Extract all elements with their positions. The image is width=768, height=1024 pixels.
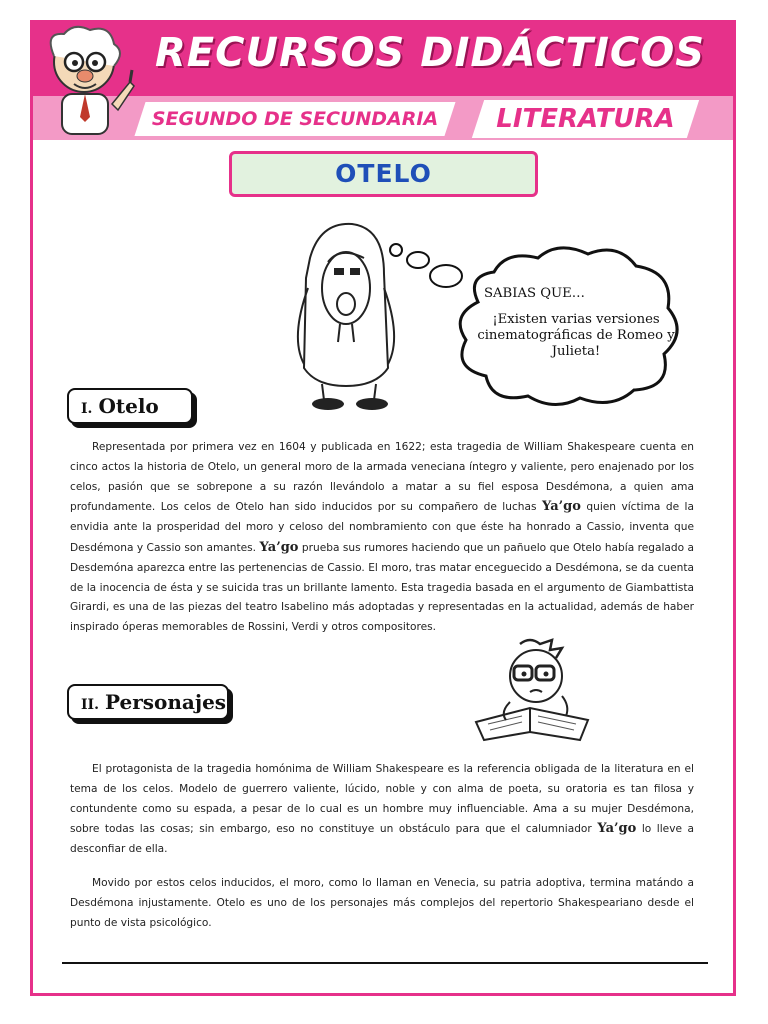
grade-label	[134, 102, 455, 136]
section-heading-personajes	[67, 684, 229, 720]
section-title: Otelo	[98, 394, 159, 418]
section-heading-otelo	[67, 388, 193, 424]
yago-name: Ya’go	[541, 499, 581, 515]
banner-title: RECURSOS DIDÁCTICOS	[154, 30, 705, 76]
paragraph-personajes-1	[70, 760, 694, 860]
paragraph-text: lo lleve a desconfiar de ella.	[70, 823, 695, 856]
paragraph-otelo	[70, 438, 694, 638]
paragraph-text: quien víctima de la envidia ante la prosperidad del moro y celoso del nombramiento con que éste ha honrado a Cassio, inventa que Desdémona y Cassio son amantes.	[70, 501, 694, 554]
bubble-text	[476, 286, 676, 360]
paragraph-text: Movido por estos celos inducidos, el moro, como lo llaman en Venecia, su patria adoptiva, termina matándo a Desdémona injustamente. Otelo es uno de los personajes más complejos del repertorio Shakespeariano desde el punto de vista psicológico.	[70, 877, 694, 929]
subject-label	[472, 100, 699, 138]
paragraph-text: El protagonista de la tragedia homónima de William Shakespeare es la referencia obligada de la literatura en el tema de los celos. Modelo de guerrero valiente, lúcido, noble y con alma de poeta, su oratoria es tan filosa y contundente como su espada, a pesar de lo cual es un hombre muy influenciable. Ama a su mujer Desdémona, sobre todas las cosas; sin embargo, eso no constituye un obstáculo para que el calumniador	[70, 763, 694, 836]
page-title: OTELO	[229, 151, 538, 197]
subject-text: LITERATURA	[496, 104, 675, 134]
paragraph-text: prueba sus rumores haciendo que un pañuelo que Otelo había regalado a Desdemóna aparezca entre las pertenencias de Cassio. El moro, tras matar enceguecido a Desdémona, se da cuenta de la inocencia de ésta y se suicida tras un brillante lamento. Esta tragedia basada en el argumento de Giambattista Girardi, es una de las piezas del teatro Isabelino más adoptadas y representadas en la actualidad, además de haber inspirado óperas memorables de Rossini, Verdi y otros compositores.	[70, 541, 695, 634]
reading-boy-illustration	[470, 636, 594, 748]
yago-name: Ya’go	[259, 539, 299, 555]
paragraph-personajes-2	[70, 874, 694, 933]
yago-name: Ya’go	[597, 821, 637, 837]
paragraph-text: Representada por primera vez en 1604 y publicada en 1622; esta tragedia de William Shakespeare cuenta en cinco actos la historia de Otelo, un general moro de la armada veneciana íntegro y valiente, pero enajenado por los celos, pasión que se sobrepone a su razón llevándolo a matar a su fiel esposa Desdémona, a quien ama profundamente. Los celos de Otelo han sido inducidos por su compañero de luchas	[70, 441, 694, 514]
bubble-body: ¡Existen varias versiones cinematográficas de Romeo y Julieta!	[477, 312, 675, 359]
professor-mascot-icon	[34, 22, 142, 140]
bubble-head: SABIAS QUE…	[484, 286, 585, 301]
section-title: Personajes	[104, 690, 227, 714]
bottom-divider	[62, 962, 708, 964]
grade-text: SEGUNDO DE SECUNDARIA	[151, 108, 439, 130]
section-number: I.	[81, 401, 93, 417]
section-number: II.	[81, 697, 99, 713]
